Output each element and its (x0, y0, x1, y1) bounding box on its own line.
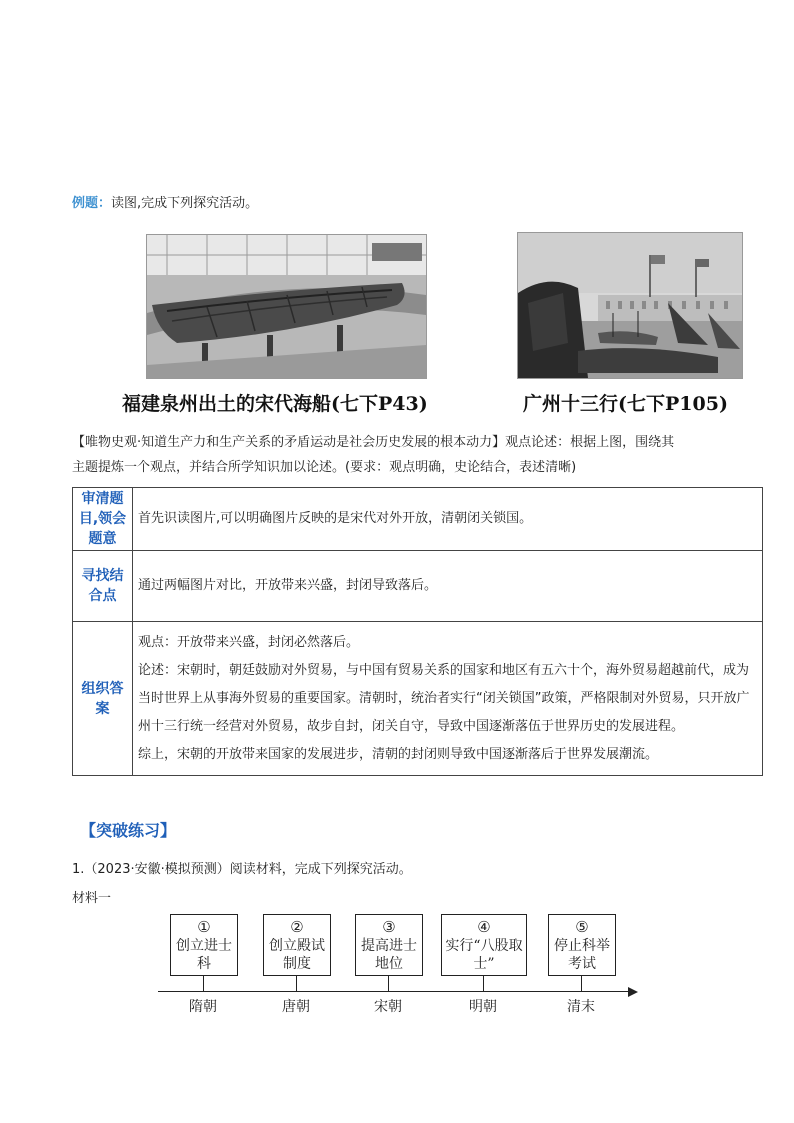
timeline-tick (296, 975, 297, 992)
photo1-caption: 福建泉州出土的宋代海船(七下P43) (122, 393, 428, 415)
content-paragraph: 首先识读图片,可以明确图片反映的是宋代对外开放，清朝闭关锁国。 (138, 511, 533, 526)
example-heading (72, 192, 258, 211)
timeline-event (170, 914, 238, 976)
event-text: 实行“八股取士” (445, 938, 523, 972)
era-label: 隋朝 (189, 999, 217, 1015)
content-paragraph: 综上，宋朝的开放带来国家的发展进步，清朝的封闭则导致中国逐渐落后于世界发展潮流。 (138, 746, 659, 762)
event-number: ④ (477, 918, 491, 936)
event-text: 停止科举考试 (554, 938, 610, 972)
table-row (73, 551, 763, 622)
row-content (133, 622, 763, 776)
row-header: 寻找结合点 (73, 551, 133, 622)
timeline-tick (581, 975, 582, 992)
table-row (73, 488, 763, 551)
material-label: 材料一 (72, 891, 112, 906)
analysis-table (72, 487, 763, 776)
content-paragraph: 论述：宋朝时，朝廷鼓励对外贸易，与中国有贸易关系的国家和地区有五六十个，海外贸易超越前代，成为当时世界上从事海外贸易的重要国家。清朝时，统治者实行“闭关锁国”政策，严格限制对外贸易，只开放广州十三行统一经营对外贸易，故步自封，闭关自守，导致中国逐渐落伍于世界历史的发展进程。 (138, 662, 750, 734)
timeline-event (548, 914, 616, 976)
song-ship-photo (146, 234, 427, 379)
event-number: ① (197, 918, 211, 936)
photo2-caption: 广州十三行(七下P105) (523, 393, 728, 415)
prompt-line-1: 【唯物史观·知道生产力和生产关系的矛盾运动是社会历史发展的根本动力】观点论述：根据上图，围绕其 (72, 435, 675, 450)
example-label: 例题： (72, 196, 112, 211)
era-label: 宋朝 (374, 999, 402, 1015)
row-content (133, 551, 763, 622)
event-text: 创立殿试制度 (269, 938, 325, 972)
timeline-event (355, 914, 423, 976)
row-content (133, 488, 763, 551)
section-title: 【突破练习】 (80, 821, 177, 840)
timeline-tick (388, 975, 389, 992)
row-header: 审清题目,领会题意 (73, 488, 133, 551)
era-label: 唐朝 (282, 999, 310, 1015)
row-header: 组织答案 (73, 622, 133, 776)
content-paragraph: 观点：开放带来兴盛，封闭必然落后。 (138, 634, 360, 650)
content-paragraph: 通过两幅图片对比，开放带来兴盛，封闭导致落后。 (138, 578, 438, 593)
table-row (73, 622, 763, 776)
timeline-tick (483, 975, 484, 992)
timeline-axis (158, 991, 628, 992)
question-1: 1.（2023·安徽·模拟预测）阅读材料，完成下列探究活动。 (72, 862, 412, 877)
event-number: ③ (382, 918, 396, 936)
event-text: 创立进士科 (176, 938, 232, 972)
timeline-event (263, 914, 331, 976)
example-text: 读图,完成下列探究活动。 (111, 196, 259, 211)
thirteen-factories-photo (517, 232, 743, 379)
question-prompt (72, 430, 772, 480)
event-number: ② (290, 918, 304, 936)
event-text: 提高进士地位 (361, 938, 417, 972)
era-label: 清末 (567, 999, 595, 1015)
prompt-line-2: 主题提炼一个观点，并结合所学知识加以论述。(要求：观点明确，史论结合，表述清晰) (72, 460, 577, 475)
era-label: 明朝 (469, 999, 497, 1015)
timeline-tick (203, 975, 204, 992)
timeline-event (441, 914, 527, 976)
timeline-arrow-icon (628, 987, 638, 997)
event-number: ⑤ (575, 918, 589, 936)
